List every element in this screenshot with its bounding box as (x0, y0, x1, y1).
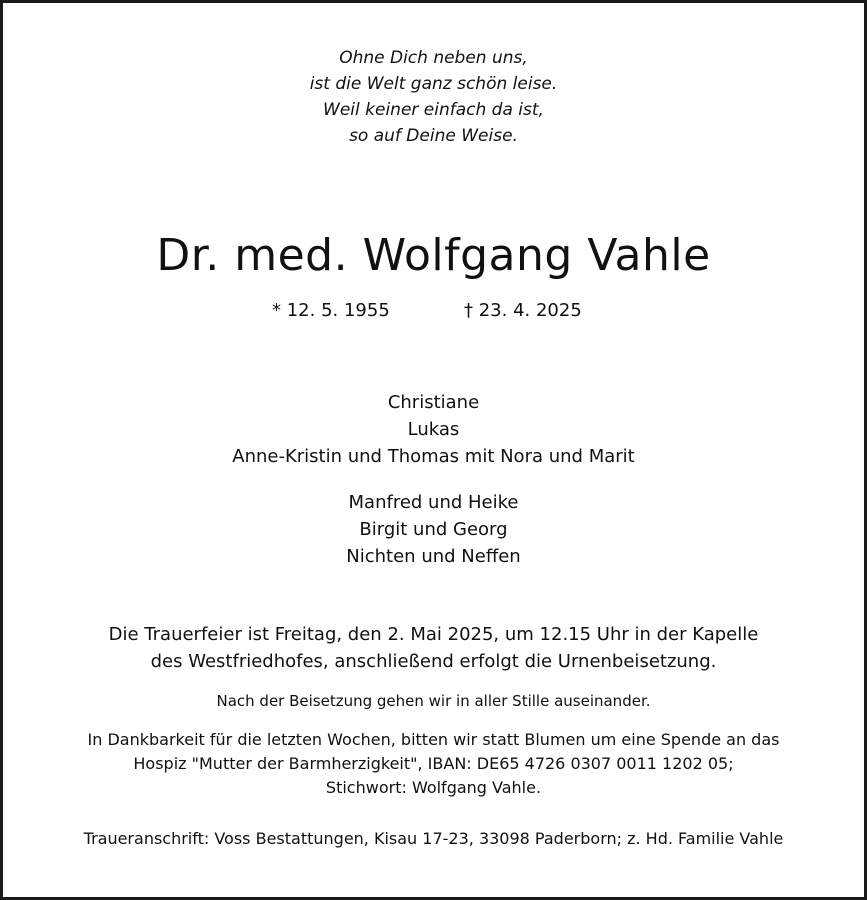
deceased-name: Dr. med. Wolfgang Vahle (156, 230, 711, 281)
donation-line: In Dankbarkeit für die letzten Wochen, bitten wir statt Blumen um eine Spende an das (87, 730, 780, 749)
mourners-extended-family (0, 489, 867, 570)
life-dates (0, 298, 867, 324)
mourners-close-family (0, 389, 867, 470)
birth-date: * 12. 5. 1955 (272, 300, 390, 321)
donation-line: Stichwort: Wolfgang Vahle. (325, 778, 542, 797)
mourner-line: Lukas (407, 419, 460, 440)
ceremony-line: des Westfriedhofes, anschließend erfolgt die Urnenbeisetzung. (150, 651, 717, 672)
mourning-address: Traueranschrift: Voss Bestattungen, Kisau 17-23, 33098 Paderborn; z. Hd. Familie Vahle (83, 829, 784, 848)
donation-request (0, 728, 867, 800)
death-date: † 23. 4. 2025 (464, 300, 582, 321)
ceremony-line: Die Trauerfeier ist Freitag, den 2. Mai 2025, um 12.15 Uhr in der Kapelle (108, 624, 759, 645)
mourner-line: Birgit und Georg (359, 519, 508, 540)
mourner-line: Christiane (387, 392, 480, 413)
poem-line: Weil keiner einfach da ist, (323, 100, 544, 120)
silence-note: Nach der Beisetzung gehen wir in aller Stille auseinander. (216, 692, 651, 710)
mourner-line: Anne-Kristin und Thomas mit Nora und Marit (232, 446, 635, 467)
memorial-poem (0, 45, 867, 149)
poem-line: so auf Deine Weise. (349, 126, 518, 146)
donation-line: Hospiz "Mutter der Barmherzigkeit", IBAN: DE65 4726 0307 0011 1202 05; (133, 754, 734, 773)
poem-line: Ohne Dich neben uns, (339, 48, 528, 68)
ceremony-info (0, 621, 867, 675)
poem-line: ist die Welt ganz schön leise. (309, 74, 558, 94)
mourner-line: Nichten und Neffen (346, 546, 521, 567)
mourner-line: Manfred und Heike (348, 492, 519, 513)
